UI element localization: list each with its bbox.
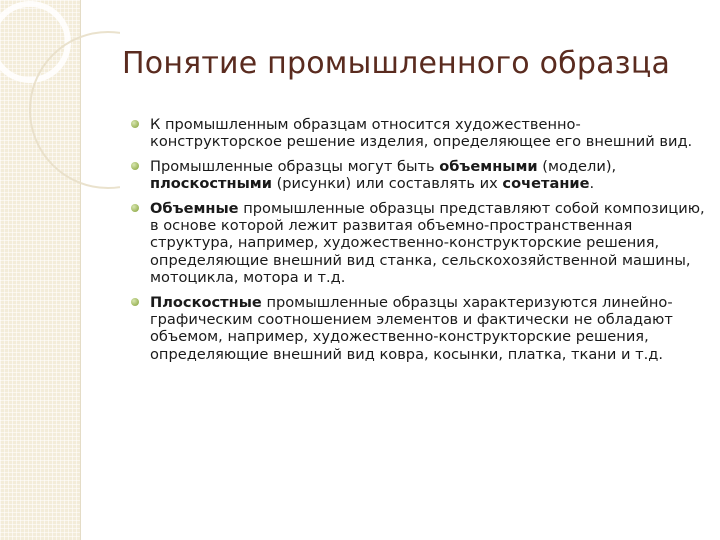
bullet-text: промышленные образцы представляют собой композицию, в основе которой лежит развитая объемно-пространственная структура, например, художественно-конструкторские решения, определяющие внешний вид станка, сельскохозяйственной машины, мотоцикла, мотора и т.д.: [150, 199, 705, 287]
bullet-item: [131, 294, 706, 364]
decorative-circles: [0, 0, 120, 540]
bullet-dot-icon: [131, 298, 139, 306]
bullet-list: [131, 116, 706, 370]
bullet-emphasis: плоскостными: [150, 175, 272, 193]
bullet-item: [131, 116, 706, 151]
bullet-emphasis: Плоскостные: [150, 293, 262, 311]
decorative-circle-top: [0, 4, 68, 80]
bullet-text: .: [589, 175, 595, 193]
slide-title: Понятие промышленного образца: [122, 46, 671, 81]
bullet-emphasis: Объемные: [150, 199, 239, 217]
bullet-emphasis: сочетание: [502, 175, 590, 193]
bullet-text: Промышленные образцы могут быть: [150, 157, 440, 175]
bullet-item: [131, 200, 706, 287]
bullet-dot-icon: [131, 120, 139, 128]
bullet-emphasis: объемными: [439, 157, 538, 175]
bullet-text: промышленные образцы характеризуются линейно-графическим соотношением элементов и фактически не обладают объемом, например, художественно-конструкторские решения, определяющие внешний вид ковра, косынки, платка, ткани и т.д.: [150, 293, 673, 363]
bullet-dot-icon: [131, 204, 139, 212]
bullet-dot-icon: [131, 162, 139, 170]
decorative-circle-large: [30, 32, 120, 188]
bullet-item: [131, 158, 706, 193]
bullet-text: К промышленным образцам относится художественно-конструкторское решение изделия, определяющее его внешний вид.: [150, 116, 693, 151]
bullet-text: (рисунки) или составлять их: [271, 175, 503, 193]
bullet-text: (модели),: [537, 157, 617, 175]
